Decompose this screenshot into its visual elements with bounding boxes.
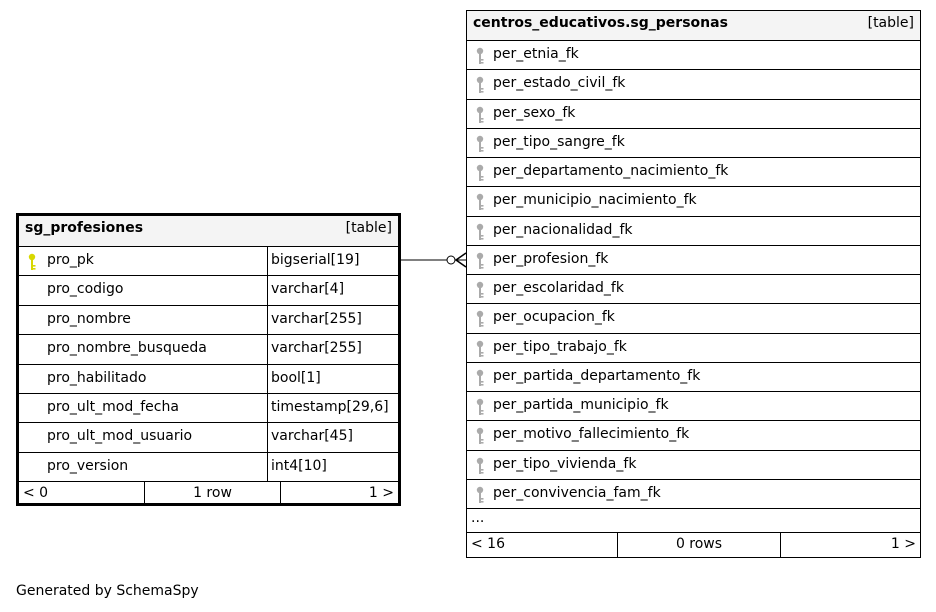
column-row <box>19 453 398 482</box>
table-sg-personas[interactable] <box>466 10 921 558</box>
foreign-key-icon <box>475 398 485 416</box>
column-row <box>467 41 920 70</box>
foreign-key-icon <box>475 486 485 504</box>
foreign-key-icon <box>475 164 485 182</box>
column-name: per_nacionalidad_fk <box>493 221 633 238</box>
column-name: pro_ult_mod_fecha <box>47 399 179 415</box>
column-name: per_tipo_sangre_fk <box>493 133 625 150</box>
column-name: per_departamento_nacimiento_fk <box>493 163 729 179</box>
column-name: pro_habilitado <box>47 369 147 386</box>
foreign-key-icon <box>475 223 485 241</box>
foreign-key-icon <box>475 281 485 299</box>
column-name: per_convivencia_fam_fk <box>493 484 661 501</box>
foreign-key-icon <box>475 340 485 358</box>
column-row <box>467 246 920 275</box>
column-name: per_estado_civil_fk <box>493 75 626 92</box>
foreign-key-icon <box>475 193 485 211</box>
column-row <box>19 394 398 423</box>
column-row <box>19 423 398 452</box>
column-name: pro_pk <box>47 252 94 268</box>
column-row <box>467 158 920 187</box>
foreign-key-icon <box>475 252 485 270</box>
column-row <box>467 421 920 450</box>
column-name: pro_version <box>47 457 129 474</box>
column-type: bigserial[19] <box>271 252 360 268</box>
foreign-key-icon <box>475 369 485 387</box>
foreign-key-icon <box>475 310 485 328</box>
table-title: sg_profesiones <box>25 220 144 236</box>
column-name: per_escolaridad_fk <box>493 280 624 296</box>
column-type: timestamp[29,6] <box>271 399 389 415</box>
column-name: per_sexo_fk <box>493 104 576 121</box>
column-type: varchar[255] <box>271 340 362 357</box>
table-title: centros_educativos.sg_personas <box>473 15 728 31</box>
column-type: bool[1] <box>271 369 321 386</box>
crowfoot-upper <box>456 253 466 260</box>
column-name: pro_nombre <box>47 310 131 327</box>
column-name: per_motivo_fallecimiento_fk <box>493 426 690 443</box>
column-name: pro_codigo <box>47 281 124 298</box>
column-name: per_tipo_vivienda_fk <box>493 455 637 472</box>
table-kind: [table] <box>867 15 914 31</box>
column-name: per_ocupacion_fk <box>493 309 615 326</box>
column-type: varchar[255] <box>271 310 362 327</box>
parents-link[interactable]: < 0 <box>23 485 49 501</box>
column-name: per_municipio_nacimiento_fk <box>493 192 697 209</box>
column-name: pro_nombre_busqueda <box>47 340 207 357</box>
table-footer <box>19 482 398 506</box>
table-header <box>467 11 920 41</box>
foreign-key-icon <box>475 47 485 65</box>
column-name: per_partida_municipio_fk <box>493 397 669 413</box>
parents-link[interactable]: < 16 <box>471 536 505 552</box>
row-count: 0 rows <box>675 536 723 552</box>
column-row <box>467 480 920 509</box>
foreign-key-icon <box>475 135 485 153</box>
column-row <box>467 334 920 363</box>
column-row <box>19 335 398 364</box>
children-link[interactable]: 1 > <box>368 485 394 501</box>
more-columns-ellipsis: ... <box>471 510 485 526</box>
column-row <box>467 217 920 246</box>
table-kind: [table] <box>345 220 392 236</box>
column-row <box>467 392 920 421</box>
column-row <box>467 129 920 158</box>
column-row <box>19 365 398 394</box>
column-row <box>19 276 398 305</box>
foreign-key-icon <box>475 76 485 94</box>
table-header <box>19 216 398 247</box>
column-type: varchar[45] <box>271 428 353 445</box>
column-type: int4[10] <box>271 457 327 474</box>
column-row <box>467 187 920 216</box>
table-footer <box>467 533 920 557</box>
crowfoot-lower <box>456 260 466 267</box>
children-link[interactable]: 1 > <box>890 536 916 552</box>
foreign-key-icon <box>475 457 485 475</box>
table-sg-profesiones[interactable] <box>16 213 401 506</box>
primary-key-icon <box>27 253 37 271</box>
column-name: per_etnia_fk <box>493 46 579 62</box>
column-name: per_partida_departamento_fk <box>493 367 701 384</box>
column-row <box>19 247 398 276</box>
column-row <box>467 363 920 392</box>
generated-by-credit: Generated by SchemaSpy <box>16 583 199 599</box>
column-name: pro_ult_mod_usuario <box>47 428 193 445</box>
column-row <box>467 451 920 480</box>
column-row <box>467 70 920 99</box>
zero-many-circle-marker <box>447 256 455 264</box>
column-row <box>19 306 398 335</box>
column-row <box>467 275 920 304</box>
column-row <box>467 304 920 333</box>
foreign-key-icon <box>475 106 485 124</box>
column-row <box>467 100 920 129</box>
column-name: per_tipo_trabajo_fk <box>493 338 627 355</box>
column-name: per_profesion_fk <box>493 250 609 267</box>
foreign-key-icon <box>475 427 485 445</box>
column-type: varchar[4] <box>271 281 345 298</box>
row-count: 1 row <box>193 485 232 501</box>
more-columns-row <box>467 509 920 533</box>
